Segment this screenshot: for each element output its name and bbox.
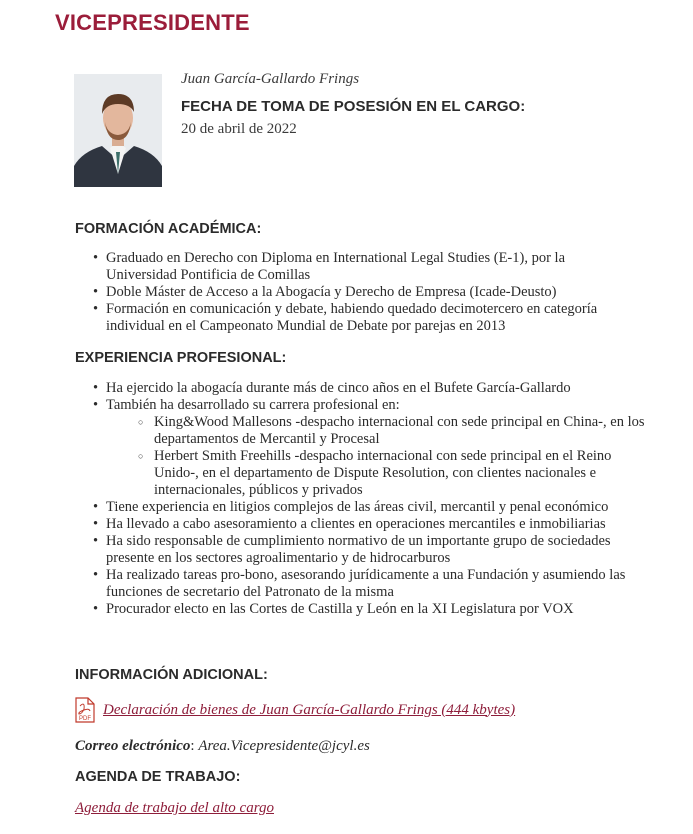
- pdf-declaracion-link[interactable]: Declaración de bienes de Juan García-Gallardo Frings (444 kbytes): [103, 701, 516, 718]
- email-address[interactable]: Area.Vicepresidente@jcyl.es: [198, 738, 370, 754]
- list-item: [75, 397, 650, 499]
- list-item: • Ha realizado tareas pro-bono, asesorando jurídicamente a una Fundación y asumiendo las funciones de secretario del Patronato de la misma: [75, 567, 650, 601]
- formacion-list-wrap: [75, 250, 635, 335]
- section-heading-experiencia: EXPERIENCIA PROFESIONAL:: [75, 350, 287, 366]
- pdf-file-icon: [75, 697, 95, 723]
- list-item: • Procurador electo en las Cortes de Castilla y León en la XI Legislatura por VOX: [75, 601, 650, 618]
- experiencia-list: [75, 380, 650, 618]
- pdf-download-row[interactable]: [75, 697, 515, 723]
- list-item: • Tiene experiencia en litigios complejos de las áreas civil, mercantil y penal económico: [75, 499, 650, 516]
- list-item: • Ha sido responsable de cumplimiento normativo de un importante grupo de sociedades presente en los sectores agroalimentario y de hidrocarburos: [75, 533, 650, 567]
- email-separator: :: [190, 738, 195, 754]
- portrait-image: [74, 74, 162, 187]
- email-row: [75, 738, 370, 755]
- list-item: • Ha llevado a cabo asesoramiento a clientes en operaciones mercantiles e inmobiliarias: [75, 516, 650, 533]
- sub-list-item: ○ King&Wood Mallesons -despacho internacional con sede principal en China-, en los departamentos de Mercantil y Procesal: [106, 414, 650, 448]
- agenda-link[interactable]: Agenda de trabajo del alto cargo: [75, 800, 274, 816]
- experiencia-list-wrap: [75, 380, 650, 618]
- date-label: FECHA DE TOMA DE POSESIÓN EN EL CARGO:: [181, 98, 526, 115]
- sub-list-item: ○ Herbert Smith Freehills -despacho internacional con sede principal en el Reino Unido-, en el departamento de Dispute Resolution, con clientes nacionales e internacionales, públicos y privados: [106, 448, 650, 499]
- section-heading-adicional: INFORMACIÓN ADICIONAL:: [75, 667, 268, 683]
- official-name: Juan García-Gallardo Frings: [181, 71, 360, 87]
- pdf-icon-text: PDF: [79, 716, 91, 722]
- section-heading-formacion: FORMACIÓN ACADÉMICA:: [75, 221, 262, 237]
- section-heading-agenda: AGENDA DE TRABAJO:: [75, 769, 241, 785]
- email-label: Correo electrónico: [75, 738, 191, 754]
- list-item-text: También ha desarrollado su carrera profesional en:: [106, 397, 400, 413]
- portrait-photo: [74, 74, 162, 187]
- list-item: • Doble Máster de Acceso a la Abogacía y Derecho de Empresa (Icade-Deusto): [75, 284, 635, 301]
- date-value: 20 de abril de 2022: [181, 121, 297, 137]
- list-item: • Ha ejercido la abogacía durante más de cinco años en el Bufete García-Gallardo: [75, 380, 650, 397]
- formacion-list: [75, 250, 635, 335]
- page-title: VICEPRESIDENTE: [55, 10, 250, 35]
- list-item: • Formación en comunicación y debate, habiendo quedado decimotercero en categoría individual en el Campeonato Mundial de Debate por parejas en 2013: [75, 301, 635, 335]
- sub-list: [106, 414, 650, 499]
- list-item: • Graduado en Derecho con Diploma en International Legal Studies (E-1), por la Universidad Pontificia de Comillas: [75, 250, 635, 284]
